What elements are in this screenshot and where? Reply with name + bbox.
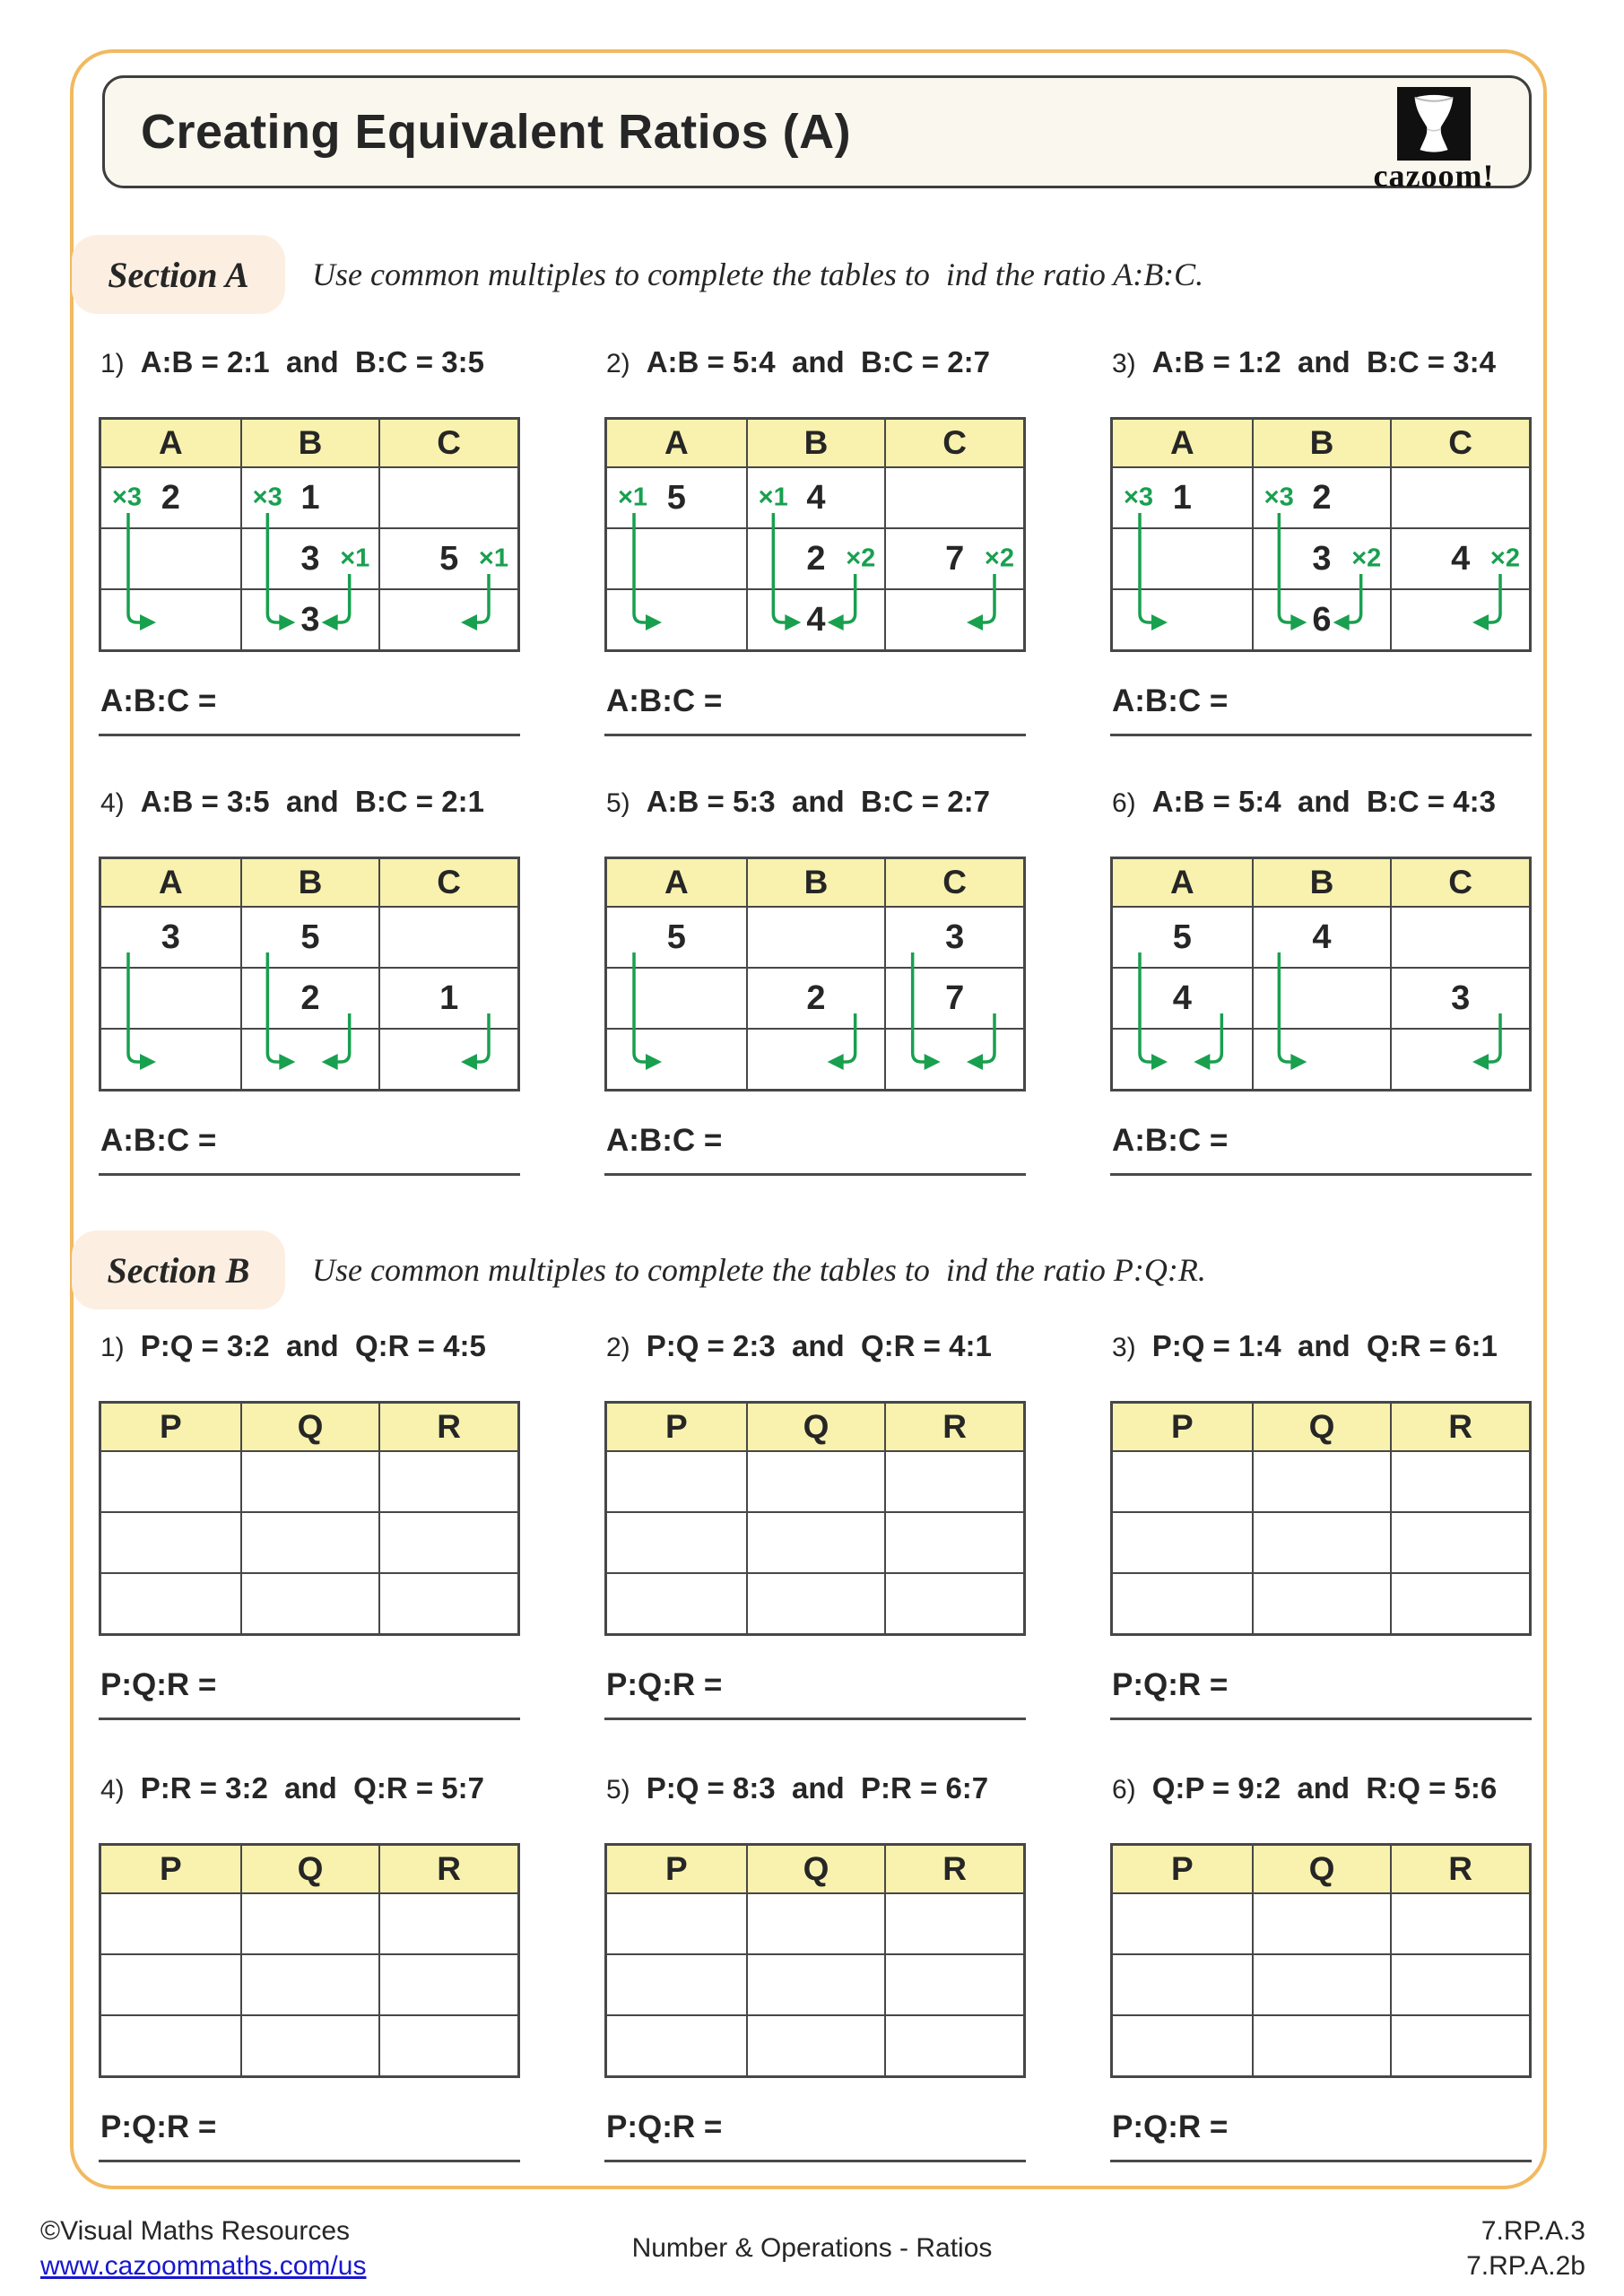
table-cell[interactable] xyxy=(884,1953,1023,2014)
column-header: B xyxy=(240,859,379,906)
problem-a6 xyxy=(1110,785,1532,1184)
table-cell[interactable] xyxy=(884,527,1023,588)
multiplier-label: ×1 xyxy=(478,544,508,573)
column-header: Q xyxy=(746,1404,885,1450)
table-cell[interactable] xyxy=(1390,527,1529,588)
multiplier-label: ×1 xyxy=(340,544,370,573)
column-header: C xyxy=(884,420,1023,466)
answer-line[interactable] xyxy=(604,1173,1026,1176)
table-cell[interactable] xyxy=(1113,967,1252,1028)
table-cell[interactable] xyxy=(378,1450,517,1511)
table-cell[interactable] xyxy=(240,1953,379,2014)
table-cell[interactable] xyxy=(1113,1028,1252,1089)
cell-value: 5 xyxy=(300,918,320,956)
table-cell[interactable] xyxy=(884,466,1023,527)
table-cell[interactable] xyxy=(884,967,1023,1028)
column-header: P xyxy=(607,1846,746,1892)
cell-value: 3 xyxy=(1312,539,1332,578)
ratio-table xyxy=(99,857,520,1091)
column-header: C xyxy=(378,859,517,906)
table-cell[interactable] xyxy=(101,1028,240,1089)
table-cell[interactable] xyxy=(884,1892,1023,1953)
answer-label: A:B:C = xyxy=(606,683,723,718)
ratio-table xyxy=(99,1843,520,2078)
column-header: B xyxy=(746,859,885,906)
table-cell[interactable] xyxy=(884,588,1023,649)
column-header: A xyxy=(607,859,746,906)
table-cell[interactable] xyxy=(378,527,517,588)
problem-ratios: P:R = 3:2 and Q:R = 5:7 xyxy=(140,1771,484,1805)
cell-value: 5 xyxy=(666,918,686,956)
problem-ratios: P:Q = 8:3 and P:R = 6:7 xyxy=(646,1771,989,1805)
column-header: P xyxy=(1113,1846,1252,1892)
column-header: Q xyxy=(240,1404,379,1450)
column-header: P xyxy=(101,1404,240,1450)
answer-line[interactable] xyxy=(99,734,520,736)
column-header: Q xyxy=(1252,1404,1391,1450)
table-cell[interactable] xyxy=(746,1028,885,1089)
table-cell[interactable] xyxy=(101,1511,240,1572)
table-cell[interactable] xyxy=(746,1450,885,1511)
cell-value: 2 xyxy=(300,978,320,1017)
table-cell[interactable] xyxy=(1113,906,1252,967)
problem-statement xyxy=(606,785,990,819)
section-b-badge: Section B xyxy=(72,1231,285,1309)
table-cell[interactable] xyxy=(607,588,746,649)
table-cell[interactable] xyxy=(1390,466,1529,527)
table-cell[interactable] xyxy=(1390,588,1529,649)
table-cell[interactable] xyxy=(378,1028,517,1089)
column-header: Q xyxy=(1252,1846,1391,1892)
table-cell[interactable] xyxy=(1113,1450,1252,1511)
table-cell[interactable] xyxy=(746,1572,885,1633)
table-cell[interactable] xyxy=(746,466,885,527)
multiplier-label: ×2 xyxy=(1489,544,1520,573)
table-cell[interactable] xyxy=(607,1892,746,1953)
cell-value: 4 xyxy=(806,600,826,639)
table-cell[interactable] xyxy=(1113,1953,1252,2014)
column-header: R xyxy=(378,1404,517,1450)
table-cell[interactable] xyxy=(240,2014,379,2075)
problem-statement xyxy=(100,345,484,379)
ratio-table xyxy=(1110,417,1532,652)
table-cell[interactable] xyxy=(746,527,885,588)
column-header: Q xyxy=(240,1846,379,1892)
table-cell[interactable] xyxy=(884,1572,1023,1633)
cell-value: 5 xyxy=(439,539,459,578)
problem-b1 xyxy=(99,1329,520,1728)
section-b-instruction: Use common multiples to complete the tables to ind the ratio P:Q:R. xyxy=(312,1252,1206,1288)
table-cell[interactable] xyxy=(1390,2014,1529,2075)
table-cell[interactable] xyxy=(1252,2014,1391,2075)
cell-value: 1 xyxy=(439,978,459,1017)
table-cell[interactable] xyxy=(378,1892,517,1953)
problem-statement xyxy=(606,1771,988,1805)
problem-number: 4) xyxy=(100,788,125,818)
cell-value: 7 xyxy=(945,978,965,1017)
cell-value: 3 xyxy=(945,918,965,956)
cell-value: 2 xyxy=(806,978,826,1017)
answer-line[interactable] xyxy=(1110,2160,1532,2162)
problem-number: 2) xyxy=(606,1333,630,1362)
table-cell[interactable] xyxy=(101,1572,240,1633)
ratio-table xyxy=(604,1401,1026,1636)
table-cell[interactable] xyxy=(1252,1953,1391,2014)
ratio-table xyxy=(1110,1401,1532,1636)
problem-b3 xyxy=(1110,1329,1532,1728)
problem-number: 1) xyxy=(100,349,125,378)
table-cell[interactable] xyxy=(1113,466,1252,527)
multiplier-label: ×3 xyxy=(252,483,282,512)
answer-label: P:Q:R = xyxy=(1112,1667,1229,1702)
column-header: B xyxy=(240,420,379,466)
problem-b5 xyxy=(604,1771,1026,2170)
ratio-table xyxy=(604,1843,1026,2078)
table-cell[interactable] xyxy=(607,2014,746,2075)
column-header: R xyxy=(378,1846,517,1892)
table-cell[interactable] xyxy=(1252,1572,1391,1633)
ratio-table-grid xyxy=(604,1401,1026,1636)
answer-line[interactable] xyxy=(99,1718,520,1720)
table-cell[interactable] xyxy=(884,1450,1023,1511)
column-header: C xyxy=(1390,420,1529,466)
table-cell[interactable] xyxy=(101,1450,240,1511)
column-header: C xyxy=(1390,859,1529,906)
table-cell[interactable] xyxy=(1252,1028,1391,1089)
multiplier-label: ×2 xyxy=(846,544,876,573)
column-header: P xyxy=(607,1404,746,1450)
title-bar xyxy=(102,75,1532,194)
problem-b2 xyxy=(604,1329,1026,1728)
answer-line[interactable] xyxy=(604,734,1026,736)
table-cell[interactable] xyxy=(1390,1892,1529,1953)
problem-ratios: A:B = 3:5 and B:C = 2:1 xyxy=(140,785,484,818)
problem-ratios: A:B = 5:4 and B:C = 4:3 xyxy=(1151,785,1496,818)
cell-value: 6 xyxy=(1312,600,1332,639)
problem-a2 xyxy=(604,345,1026,744)
multiplier-label: ×3 xyxy=(112,483,143,512)
column-header: R xyxy=(884,1404,1023,1450)
ratio-table-grid xyxy=(1110,417,1532,652)
multiplier-label: ×3 xyxy=(1124,483,1154,512)
cell-value: 1 xyxy=(1172,478,1192,517)
ratio-table xyxy=(1110,857,1532,1091)
column-header: A xyxy=(1113,859,1252,906)
problem-number: 4) xyxy=(100,1775,125,1805)
table-cell[interactable] xyxy=(1390,1028,1529,1089)
ratio-table-grid xyxy=(604,1843,1026,2078)
problem-b6 xyxy=(1110,1771,1532,2170)
logo-brand-text: cazoom! xyxy=(1373,158,1495,194)
table-cell[interactable] xyxy=(240,1450,379,1511)
table-cell[interactable] xyxy=(240,1511,379,1572)
footer-category: Number & Operations - Ratios xyxy=(631,2233,993,2263)
column-header: A xyxy=(607,420,746,466)
table-cell[interactable] xyxy=(240,466,379,527)
problem-number: 6) xyxy=(1112,1775,1136,1805)
cell-value: 3 xyxy=(300,600,320,639)
ratio-table-grid xyxy=(99,1843,520,2078)
table-cell[interactable] xyxy=(1390,906,1529,967)
cell-value: 3 xyxy=(1451,978,1471,1017)
ratio-table-grid xyxy=(1110,857,1532,1091)
table-cell[interactable] xyxy=(1252,967,1391,1028)
table-cell[interactable] xyxy=(746,588,885,649)
problem-number: 3) xyxy=(1112,349,1136,378)
table-cell[interactable] xyxy=(607,1511,746,1572)
answer-label: P:Q:R = xyxy=(606,2109,723,2144)
djembe-drum-icon xyxy=(1397,87,1471,161)
table-cell[interactable] xyxy=(884,1028,1023,1089)
problem-ratios: A:B = 5:4 and B:C = 2:7 xyxy=(646,345,990,378)
answer-line[interactable] xyxy=(99,1173,520,1176)
section-a-instruction: Use common multiples to complete the tables to ind the ratio A:B:C. xyxy=(312,257,1204,292)
cell-value: 5 xyxy=(1172,918,1192,956)
table-cell[interactable] xyxy=(240,588,379,649)
cell-value: 4 xyxy=(806,478,826,517)
ratio-table xyxy=(604,417,1026,652)
table-cell[interactable] xyxy=(101,906,240,967)
table-cell[interactable] xyxy=(746,2014,885,2075)
table-cell[interactable] xyxy=(607,967,746,1028)
table-cell[interactable] xyxy=(884,1511,1023,1572)
table-cell[interactable] xyxy=(1252,466,1391,527)
problem-statement xyxy=(100,1329,486,1363)
problem-ratios: A:B = 5:3 and B:C = 2:7 xyxy=(646,785,990,818)
answer-label: A:B:C = xyxy=(606,1123,723,1158)
answer-label: A:B:C = xyxy=(100,1123,217,1158)
table-cell[interactable] xyxy=(1252,1450,1391,1511)
table-cell[interactable] xyxy=(1113,527,1252,588)
table-cell[interactable] xyxy=(240,527,379,588)
cazoom-logo xyxy=(1362,83,1506,195)
column-header: A xyxy=(1113,420,1252,466)
column-header: R xyxy=(1390,1404,1529,1450)
table-cell[interactable] xyxy=(607,1450,746,1511)
problem-number: 3) xyxy=(1112,1333,1136,1362)
table-cell[interactable] xyxy=(1113,1892,1252,1953)
column-header: R xyxy=(884,1846,1023,1892)
table-cell[interactable] xyxy=(378,1511,517,1572)
column-header: A xyxy=(101,859,240,906)
problem-ratios: A:B = 1:2 and B:C = 3:4 xyxy=(1151,345,1496,378)
column-header: A xyxy=(101,420,240,466)
problem-b4 xyxy=(99,1771,520,2170)
table-cell[interactable] xyxy=(378,466,517,527)
problem-ratios: P:Q = 2:3 and Q:R = 4:1 xyxy=(646,1329,992,1362)
table-cell[interactable] xyxy=(101,588,240,649)
multiplier-label: ×1 xyxy=(758,483,788,512)
answer-label: P:Q:R = xyxy=(606,1667,723,1702)
answer-line[interactable] xyxy=(1110,1718,1532,1720)
table-cell[interactable] xyxy=(101,967,240,1028)
column-header: R xyxy=(1390,1846,1529,1892)
problem-statement xyxy=(1112,785,1496,819)
problem-statement xyxy=(606,345,990,379)
problem-a1 xyxy=(99,345,520,744)
cell-value: 3 xyxy=(300,539,320,578)
answer-label: P:Q:R = xyxy=(1112,2109,1229,2144)
table-cell[interactable] xyxy=(1113,588,1252,649)
cell-value: 2 xyxy=(161,478,180,517)
table-cell[interactable] xyxy=(378,588,517,649)
table-cell[interactable] xyxy=(1390,967,1529,1028)
table-cell[interactable] xyxy=(607,906,746,967)
cell-value: 2 xyxy=(1312,478,1332,517)
table-cell[interactable] xyxy=(101,1892,240,1953)
answer-line[interactable] xyxy=(1110,1173,1532,1176)
problem-number: 2) xyxy=(606,349,630,378)
table-cell[interactable] xyxy=(746,1892,885,1953)
column-header: B xyxy=(1252,420,1391,466)
table-cell[interactable] xyxy=(240,1572,379,1633)
cell-value: 4 xyxy=(1172,978,1192,1017)
table-cell[interactable] xyxy=(1252,1892,1391,1953)
answer-label: A:B:C = xyxy=(1112,683,1229,718)
problem-statement xyxy=(1112,345,1496,379)
answer-label: A:B:C = xyxy=(1112,1123,1229,1158)
ratio-table-grid xyxy=(99,1401,520,1636)
table-cell[interactable] xyxy=(1390,1572,1529,1633)
table-cell[interactable] xyxy=(240,1892,379,1953)
table-cell[interactable] xyxy=(240,906,379,967)
table-cell[interactable] xyxy=(378,967,517,1028)
table-cell[interactable] xyxy=(607,1572,746,1633)
problem-ratios: P:Q = 1:4 and Q:R = 6:1 xyxy=(1151,1329,1498,1362)
cell-value: 7 xyxy=(945,539,965,578)
table-cell[interactable] xyxy=(746,906,885,967)
table-cell[interactable] xyxy=(1252,527,1391,588)
cell-value: 3 xyxy=(161,918,180,956)
ratio-table xyxy=(99,1401,520,1636)
table-cell[interactable] xyxy=(607,527,746,588)
table-cell[interactable] xyxy=(607,466,746,527)
problem-statement xyxy=(1112,1771,1497,1805)
cell-value: 4 xyxy=(1451,539,1471,578)
problem-number: 1) xyxy=(100,1333,125,1362)
table-cell[interactable] xyxy=(1390,1511,1529,1572)
table-cell[interactable] xyxy=(746,967,885,1028)
table-cell[interactable] xyxy=(1113,2014,1252,2075)
table-cell[interactable] xyxy=(1390,1953,1529,2014)
problem-a4 xyxy=(99,785,520,1184)
cell-value: 1 xyxy=(300,478,320,517)
problem-ratios: P:Q = 3:2 and Q:R = 4:5 xyxy=(140,1329,486,1362)
table-cell[interactable] xyxy=(1390,1450,1529,1511)
problem-statement xyxy=(606,1329,992,1363)
table-cell[interactable] xyxy=(240,1028,379,1089)
ratio-table xyxy=(99,417,520,652)
standard-code-2: 7.RP.A.2b xyxy=(1466,2251,1585,2281)
problem-statement xyxy=(1112,1329,1498,1363)
standard-code-1: 7.RP.A.3 xyxy=(1481,2216,1585,2246)
column-header: Q xyxy=(746,1846,885,1892)
table-cell[interactable] xyxy=(101,527,240,588)
problem-ratios: A:B = 2:1 and B:C = 3:5 xyxy=(140,345,484,378)
answer-line[interactable] xyxy=(604,1718,1026,1720)
table-cell[interactable] xyxy=(240,967,379,1028)
page-title: Creating Equivalent Ratios (A) xyxy=(141,105,852,159)
table-cell[interactable] xyxy=(884,2014,1023,2075)
table-cell[interactable] xyxy=(101,2014,240,2075)
footer-standards xyxy=(1466,2213,1585,2283)
cell-value: 4 xyxy=(1312,918,1332,956)
ratio-table-grid xyxy=(1110,1843,1532,2078)
table-cell[interactable] xyxy=(101,466,240,527)
answer-label: P:Q:R = xyxy=(100,1667,217,1702)
problem-a3 xyxy=(1110,345,1532,744)
table-cell[interactable] xyxy=(607,1953,746,2014)
table-cell[interactable] xyxy=(378,1572,517,1633)
section-a-badge: Section A xyxy=(72,235,285,314)
table-cell[interactable] xyxy=(378,1953,517,2014)
problem-number: 5) xyxy=(606,1775,630,1805)
ratio-table-grid xyxy=(1110,1401,1532,1636)
table-cell[interactable] xyxy=(378,906,517,967)
cell-value: 5 xyxy=(666,478,686,517)
answer-line[interactable] xyxy=(604,2160,1026,2162)
multiplier-label: ×3 xyxy=(1264,483,1294,512)
table-cell[interactable] xyxy=(1252,588,1391,649)
problem-number: 5) xyxy=(606,788,630,818)
column-header: C xyxy=(378,420,517,466)
table-cell[interactable] xyxy=(378,2014,517,2075)
table-cell[interactable] xyxy=(1252,906,1391,967)
problem-a5 xyxy=(604,785,1026,1184)
multiplier-label: ×2 xyxy=(1351,544,1382,573)
cell-value: 2 xyxy=(806,539,826,578)
multiplier-label: ×2 xyxy=(984,544,1014,573)
column-header: P xyxy=(1113,1404,1252,1450)
answer-line[interactable] xyxy=(1110,734,1532,736)
multiplier-label: ×1 xyxy=(618,483,648,512)
table-cell[interactable] xyxy=(746,1511,885,1572)
table-cell[interactable] xyxy=(746,1953,885,2014)
column-header: B xyxy=(1252,859,1391,906)
website-link[interactable]: www.cazoommaths.com/us xyxy=(40,2251,367,2281)
table-cell[interactable] xyxy=(1113,1511,1252,1572)
table-cell[interactable] xyxy=(101,1953,240,2014)
table-cell[interactable] xyxy=(1113,1572,1252,1633)
column-header: B xyxy=(746,420,885,466)
ratio-table xyxy=(1110,1843,1532,2078)
problem-statement xyxy=(100,785,484,819)
table-cell[interactable] xyxy=(1252,1511,1391,1572)
problem-statement xyxy=(100,1771,484,1805)
answer-label: P:Q:R = xyxy=(100,2109,217,2144)
table-cell[interactable] xyxy=(607,1028,746,1089)
ratio-table-grid xyxy=(604,857,1026,1091)
ratio-table-grid xyxy=(99,417,520,652)
ratio-table-grid xyxy=(99,857,520,1091)
problem-number: 6) xyxy=(1112,788,1136,818)
ratio-table-grid xyxy=(604,417,1026,652)
problem-ratios: Q:P = 9:2 and R:Q = 5:6 xyxy=(1151,1771,1498,1805)
column-header: P xyxy=(101,1846,240,1892)
answer-label: A:B:C = xyxy=(100,683,217,718)
footer-copyright: ©Visual Maths Resources xyxy=(40,2216,351,2246)
ratio-table xyxy=(604,857,1026,1091)
answer-line[interactable] xyxy=(99,2160,520,2162)
table-cell[interactable] xyxy=(884,906,1023,967)
column-header: C xyxy=(884,859,1023,906)
